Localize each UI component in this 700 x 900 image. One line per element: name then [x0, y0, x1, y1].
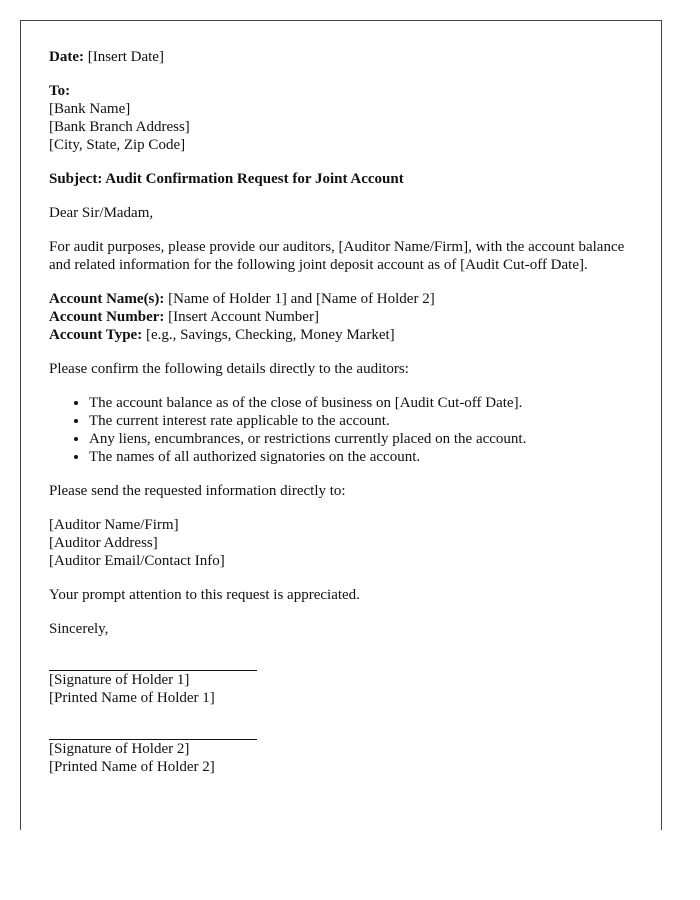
signature-label: [Signature of Holder 2] [49, 741, 190, 757]
subject-text: Subject: Audit Confirmation Request for Joint Account [49, 171, 404, 187]
printed-name-label: [Printed Name of Holder 2] [49, 759, 215, 775]
auditor-address: [Auditor Address] [49, 535, 158, 551]
list-item: • Any liens, encumbrances, or restrictions currently placed on the account. [89, 430, 633, 448]
salutation: Dear Sir/Madam, [49, 205, 154, 221]
account-name-label: Account Name(s): [49, 291, 165, 307]
printed-name-label: [Printed Name of Holder 1] [49, 690, 215, 706]
confirm-list [49, 394, 633, 466]
account-name-value: [Name of Holder 1] and [Name of Holder 2] [168, 291, 435, 307]
signature-block-1 [49, 670, 633, 707]
auditor-name: [Auditor Name/Firm] [49, 517, 179, 533]
send-intro: Please send the requested information directly to: [49, 483, 346, 499]
account-number-label: Account Number: [49, 309, 165, 325]
signature-label: [Signature of Holder 1] [49, 672, 190, 688]
letter-page [20, 20, 662, 830]
to-label: To: [49, 83, 71, 99]
account-details [49, 290, 633, 344]
recipient-block [49, 82, 633, 154]
signature-block-2 [49, 739, 633, 776]
auditor-block [49, 516, 633, 570]
bank-city: [City, State, Zip Code] [49, 137, 186, 153]
date-line [49, 48, 633, 66]
bank-address: [Bank Branch Address] [49, 119, 190, 135]
confirm-intro: Please confirm the following details directly to the auditors: [49, 361, 409, 377]
list-item: • The names of all authorized signatories on the account. [89, 448, 633, 466]
signoff: Sincerely, [49, 621, 109, 637]
list-item: • The account balance as of the close of business on [Audit Cut-off Date]. [89, 394, 633, 412]
list-item: • The current interest rate applicable to the account. [89, 412, 633, 430]
date-value: [Insert Date] [87, 49, 164, 65]
auditor-contact: [Auditor Email/Contact Info] [49, 553, 225, 569]
intro-paragraph: For audit purposes, please provide our auditors, [Auditor Name/Firm], with the account balance and related information for the following joint deposit account as of [Audit Cut-off Date]. [49, 239, 625, 273]
subject-line [49, 170, 633, 188]
date-label: Date: [49, 49, 84, 65]
account-number-value: [Insert Account Number] [168, 309, 319, 325]
account-type-value: [e.g., Savings, Checking, Money Market] [145, 327, 395, 343]
bank-name: [Bank Name] [49, 101, 131, 117]
account-type-label: Account Type: [49, 327, 143, 343]
closing-note: Your prompt attention to this request is appreciated. [49, 587, 360, 603]
